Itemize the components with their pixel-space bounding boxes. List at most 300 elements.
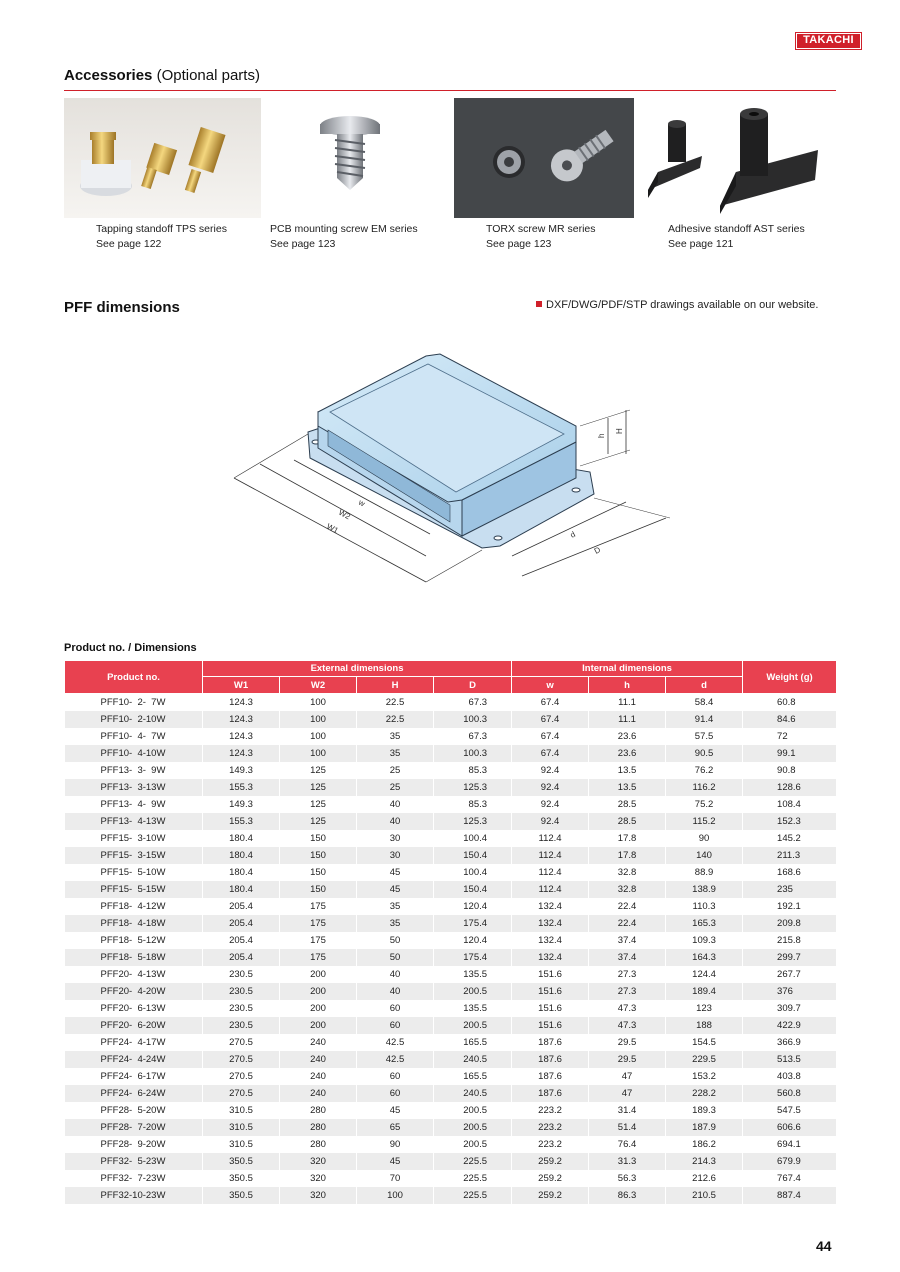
cell-D: 85.3 [434, 796, 512, 813]
cell-W1: 180.4 [203, 830, 280, 847]
cell-h: 51.4 [589, 1119, 666, 1136]
cell-H: 100 [357, 1187, 434, 1204]
cell-W1: 149.3 [203, 796, 280, 813]
cell-product-no: PFF15- 5-15W [65, 881, 203, 898]
cell-W2: 320 [280, 1153, 357, 1170]
cell-d: 124.4 [666, 966, 743, 983]
cell-weight: 422.9 [743, 1017, 837, 1034]
cell-weight: 679.9 [743, 1153, 837, 1170]
cell-W2: 150 [280, 864, 357, 881]
header-D: D [434, 677, 512, 694]
cell-D: 175.4 [434, 949, 512, 966]
table-row [65, 1102, 837, 1119]
table-row [65, 966, 837, 983]
brand-logo [795, 32, 862, 50]
cell-d: 90.5 [666, 745, 743, 762]
cell-D: 100.4 [434, 864, 512, 881]
cell-H: 45 [357, 1153, 434, 1170]
cell-w: 92.4 [512, 762, 589, 779]
cell-W1: 205.4 [203, 949, 280, 966]
cell-d: 109.3 [666, 932, 743, 949]
cell-D: 165.5 [434, 1034, 512, 1051]
header-H: H [357, 677, 434, 694]
cell-d: 186.2 [666, 1136, 743, 1153]
cell-d: 153.2 [666, 1068, 743, 1085]
cell-product-no: PFF32- 5-23W [65, 1153, 203, 1170]
cell-h: 23.6 [589, 728, 666, 745]
cell-D: 125.3 [434, 779, 512, 796]
cell-d: 140 [666, 847, 743, 864]
pff-dimensions-title: PFF dimensions [64, 299, 180, 316]
cell-D: 200.5 [434, 1136, 512, 1153]
cell-W1: 230.5 [203, 1000, 280, 1017]
cell-H: 65 [357, 1119, 434, 1136]
cell-D: 100.4 [434, 830, 512, 847]
table-row [65, 1000, 837, 1017]
cell-w: 112.4 [512, 847, 589, 864]
table-row [65, 1085, 837, 1102]
brand-logo-text: TAKACHI [797, 34, 860, 48]
header-W1: W1 [203, 677, 280, 694]
cell-h: 23.6 [589, 745, 666, 762]
cell-weight: 887.4 [743, 1187, 837, 1204]
cell-H: 70 [357, 1170, 434, 1187]
cell-d: 210.5 [666, 1187, 743, 1204]
cell-W1: 310.5 [203, 1119, 280, 1136]
accessories-title [64, 67, 260, 84]
cell-D: 150.4 [434, 881, 512, 898]
cell-d: 187.9 [666, 1119, 743, 1136]
cell-h: 17.8 [589, 847, 666, 864]
cell-w: 132.4 [512, 898, 589, 915]
cell-h: 76.4 [589, 1136, 666, 1153]
cell-W1: 180.4 [203, 847, 280, 864]
table-row [65, 711, 837, 728]
table-row [65, 864, 837, 881]
cell-D: 120.4 [434, 932, 512, 949]
cell-W2: 240 [280, 1085, 357, 1102]
cell-H: 42.5 [357, 1051, 434, 1068]
cell-H: 45 [357, 881, 434, 898]
cell-w: 92.4 [512, 796, 589, 813]
cell-W1: 270.5 [203, 1034, 280, 1051]
cell-W1: 230.5 [203, 1017, 280, 1034]
cell-W1: 205.4 [203, 898, 280, 915]
cell-w: 67.4 [512, 745, 589, 762]
cell-H: 22.5 [357, 694, 434, 711]
table-row [65, 1170, 837, 1187]
cell-h: 31.4 [589, 1102, 666, 1119]
caption-tapping-standoff [96, 222, 227, 252]
cell-product-no: PFF24- 4-24W [65, 1051, 203, 1068]
cell-h: 32.8 [589, 881, 666, 898]
cell-product-no: PFF13- 3- 9W [65, 762, 203, 779]
cell-weight: 60.8 [743, 694, 837, 711]
table-row [65, 881, 837, 898]
table-row [65, 1034, 837, 1051]
cell-weight: 694.1 [743, 1136, 837, 1153]
table-row [65, 1119, 837, 1136]
cell-weight: 152.3 [743, 813, 837, 830]
table-row [65, 949, 837, 966]
cell-W1: 155.3 [203, 813, 280, 830]
header-h: h [589, 677, 666, 694]
cell-w: 259.2 [512, 1153, 589, 1170]
caption-pcb-screw-page[interactable]: See page 123 [270, 238, 336, 250]
table-row [65, 1153, 837, 1170]
cell-W2: 320 [280, 1187, 357, 1204]
cell-H: 42.5 [357, 1034, 434, 1051]
cell-product-no: PFF10- 4- 7W [65, 728, 203, 745]
cell-W2: 240 [280, 1051, 357, 1068]
cell-W2: 125 [280, 762, 357, 779]
caption-torx-screw [486, 222, 596, 252]
cell-w: 112.4 [512, 864, 589, 881]
cell-H: 35 [357, 745, 434, 762]
cell-H: 25 [357, 762, 434, 779]
cell-weight: 215.8 [743, 932, 837, 949]
cell-W2: 175 [280, 898, 357, 915]
cell-H: 22.5 [357, 711, 434, 728]
cell-W2: 200 [280, 966, 357, 983]
cell-product-no: PFF20- 6-13W [65, 1000, 203, 1017]
header-internal-dimensions: Internal dimensions [512, 661, 743, 677]
cell-d: 58.4 [666, 694, 743, 711]
table-row [65, 847, 837, 864]
enclosure-dimension-diagram [230, 350, 670, 605]
header-product-no: Product no. [65, 661, 203, 694]
cell-h: 47.3 [589, 1000, 666, 1017]
cell-h: 28.5 [589, 813, 666, 830]
cell-w: 151.6 [512, 983, 589, 1000]
table-row [65, 813, 837, 830]
cell-h: 22.4 [589, 898, 666, 915]
cell-d: 138.9 [666, 881, 743, 898]
cell-product-no: PFF28- 9-20W [65, 1136, 203, 1153]
cell-h: 11.1 [589, 694, 666, 711]
cell-w: 67.4 [512, 694, 589, 711]
cell-d: 76.2 [666, 762, 743, 779]
cell-W1: 350.5 [203, 1170, 280, 1187]
cell-h: 47 [589, 1068, 666, 1085]
table-row [65, 830, 837, 847]
cell-w: 132.4 [512, 949, 589, 966]
label-w: w [357, 497, 367, 509]
cell-weight: 168.6 [743, 864, 837, 881]
dimensions-table-body [65, 694, 837, 1204]
cell-W2: 100 [280, 711, 357, 728]
cell-d: 154.5 [666, 1034, 743, 1051]
cell-W2: 125 [280, 779, 357, 796]
cell-W1: 124.3 [203, 711, 280, 728]
cell-W1: 180.4 [203, 864, 280, 881]
drawings-note [536, 299, 818, 311]
table-row [65, 796, 837, 813]
cell-D: 225.5 [434, 1187, 512, 1204]
table-row [65, 1136, 837, 1153]
cell-product-no: PFF15- 3-15W [65, 847, 203, 864]
cell-H: 50 [357, 932, 434, 949]
cell-product-no: PFF24- 4-17W [65, 1034, 203, 1051]
cell-W2: 200 [280, 983, 357, 1000]
table-row [65, 1187, 837, 1204]
table-row [65, 728, 837, 745]
cell-w: 92.4 [512, 813, 589, 830]
adhesive-standoff-photo [640, 98, 830, 218]
caption-adhesive-standoff-name: Adhesive standoff AST series [668, 223, 805, 235]
cell-weight: 267.7 [743, 966, 837, 983]
cell-d: 57.5 [666, 728, 743, 745]
cell-h: 37.4 [589, 932, 666, 949]
table-header-row-groups [65, 661, 837, 677]
cell-w: 259.2 [512, 1187, 589, 1204]
cell-W2: 125 [280, 796, 357, 813]
header-w: w [512, 677, 589, 694]
cell-h: 13.5 [589, 779, 666, 796]
cell-W2: 200 [280, 1000, 357, 1017]
cell-H: 60 [357, 1000, 434, 1017]
caption-tapping-standoff-name: Tapping standoff TPS series [96, 223, 227, 235]
header-external-dimensions: External dimensions [203, 661, 512, 677]
cell-product-no: PFF28- 5-20W [65, 1102, 203, 1119]
table-row [65, 932, 837, 949]
table-row [65, 1051, 837, 1068]
cell-d: 188 [666, 1017, 743, 1034]
cell-w: 187.6 [512, 1034, 589, 1051]
cell-W2: 100 [280, 728, 357, 745]
cell-w: 112.4 [512, 830, 589, 847]
table-row [65, 915, 837, 932]
cell-weight: 560.8 [743, 1085, 837, 1102]
page-number: 44 [816, 1238, 832, 1254]
cell-product-no: PFF18- 5-12W [65, 932, 203, 949]
cell-W2: 320 [280, 1170, 357, 1187]
cell-w: 187.6 [512, 1051, 589, 1068]
caption-adhesive-standoff-page[interactable]: See page 121 [668, 238, 734, 250]
caption-torx-screw-name: TORX screw MR series [486, 223, 596, 235]
label-W1: W1 [325, 521, 340, 536]
table-row [65, 779, 837, 796]
cell-w: 67.4 [512, 711, 589, 728]
cell-w: 187.6 [512, 1068, 589, 1085]
cell-d: 115.2 [666, 813, 743, 830]
cell-w: 67.4 [512, 728, 589, 745]
cell-D: 175.4 [434, 915, 512, 932]
cell-D: 240.5 [434, 1085, 512, 1102]
cell-product-no: PFF28- 7-20W [65, 1119, 203, 1136]
cell-weight: 99.1 [743, 745, 837, 762]
cell-weight: 606.6 [743, 1119, 837, 1136]
cell-D: 200.5 [434, 1017, 512, 1034]
cell-H: 60 [357, 1017, 434, 1034]
cell-d: 88.9 [666, 864, 743, 881]
table-row [65, 745, 837, 762]
cell-W2: 240 [280, 1034, 357, 1051]
cell-W2: 175 [280, 949, 357, 966]
cell-W1: 205.4 [203, 932, 280, 949]
cell-H: 25 [357, 779, 434, 796]
cell-W1: 149.3 [203, 762, 280, 779]
accessories-title-bold: Accessories [64, 67, 153, 84]
cell-H: 50 [357, 949, 434, 966]
cell-W1: 230.5 [203, 966, 280, 983]
cell-w: 151.6 [512, 1000, 589, 1017]
cell-d: 90 [666, 830, 743, 847]
cell-D: 225.5 [434, 1153, 512, 1170]
cell-W1: 270.5 [203, 1051, 280, 1068]
cell-product-no: PFF20- 6-20W [65, 1017, 203, 1034]
cell-W1: 124.3 [203, 745, 280, 762]
caption-pcb-screw-name: PCB mounting screw EM series [270, 223, 418, 235]
header-d: d [666, 677, 743, 694]
cell-H: 35 [357, 898, 434, 915]
cell-weight: 376 [743, 983, 837, 1000]
header-weight: Weight (g) [743, 661, 837, 694]
cell-W2: 280 [280, 1102, 357, 1119]
cell-h: 56.3 [589, 1170, 666, 1187]
label-H: H [615, 428, 624, 434]
cell-H: 30 [357, 830, 434, 847]
cell-weight: 108.4 [743, 796, 837, 813]
cell-h: 11.1 [589, 711, 666, 728]
cell-weight: 128.6 [743, 779, 837, 796]
table-row [65, 694, 837, 711]
cell-d: 229.5 [666, 1051, 743, 1068]
cell-weight: 145.2 [743, 830, 837, 847]
cell-weight: 235 [743, 881, 837, 898]
cell-product-no: PFF13- 4-13W [65, 813, 203, 830]
cell-product-no: PFF32- 7-23W [65, 1170, 203, 1187]
cell-weight: 90.8 [743, 762, 837, 779]
cell-W1: 310.5 [203, 1102, 280, 1119]
cell-product-no: PFF13- 4- 9W [65, 796, 203, 813]
cell-H: 40 [357, 983, 434, 1000]
cell-d: 91.4 [666, 711, 743, 728]
cell-product-no: PFF18- 4-18W [65, 915, 203, 932]
cell-weight: 366.9 [743, 1034, 837, 1051]
cell-W2: 200 [280, 1017, 357, 1034]
cell-W2: 150 [280, 830, 357, 847]
table-row [65, 1017, 837, 1034]
caption-pcb-screw [270, 222, 418, 252]
cell-W1: 270.5 [203, 1085, 280, 1102]
tapping-standoff-photo [64, 98, 261, 218]
cell-D: 240.5 [434, 1051, 512, 1068]
label-d: d [568, 529, 577, 540]
header-W2: W2 [280, 677, 357, 694]
cell-D: 67.3 [434, 728, 512, 745]
cell-d: 189.4 [666, 983, 743, 1000]
cell-W1: 124.3 [203, 694, 280, 711]
cell-W1: 270.5 [203, 1068, 280, 1085]
cell-weight: 299.7 [743, 949, 837, 966]
cell-product-no: PFF15- 3-10W [65, 830, 203, 847]
cell-d: 123 [666, 1000, 743, 1017]
cell-D: 150.4 [434, 847, 512, 864]
cell-weight: 192.1 [743, 898, 837, 915]
cell-W1: 180.4 [203, 881, 280, 898]
cell-weight: 403.8 [743, 1068, 837, 1085]
cell-product-no: PFF10- 4-10W [65, 745, 203, 762]
table-row [65, 1068, 837, 1085]
cell-weight: 209.8 [743, 915, 837, 932]
cell-h: 17.8 [589, 830, 666, 847]
cell-D: 135.5 [434, 966, 512, 983]
table-row [65, 898, 837, 915]
cell-W2: 175 [280, 915, 357, 932]
table-row [65, 762, 837, 779]
cell-h: 29.5 [589, 1034, 666, 1051]
cell-d: 189.3 [666, 1102, 743, 1119]
cell-product-no: PFF32-10-23W [65, 1187, 203, 1204]
dimensions-table [64, 660, 837, 1204]
cell-d: 110.3 [666, 898, 743, 915]
cell-W2: 175 [280, 932, 357, 949]
cell-h: 29.5 [589, 1051, 666, 1068]
cell-W1: 124.3 [203, 728, 280, 745]
caption-tapping-standoff-page[interactable]: See page 122 [96, 238, 162, 250]
torx-screw-photo [454, 98, 634, 218]
cell-weight: 72 [743, 728, 837, 745]
cell-H: 90 [357, 1136, 434, 1153]
label-D: D [592, 545, 603, 556]
dimensions-table-title: Product no. / Dimensions [64, 642, 197, 654]
cell-H: 60 [357, 1068, 434, 1085]
cell-W2: 280 [280, 1119, 357, 1136]
cell-D: 125.3 [434, 813, 512, 830]
cell-product-no: PFF10- 2-10W [65, 711, 203, 728]
cell-D: 100.3 [434, 745, 512, 762]
pcb-screw-photo [300, 98, 400, 218]
table-row [65, 983, 837, 1000]
cell-weight: 84.6 [743, 711, 837, 728]
cell-D: 200.5 [434, 1119, 512, 1136]
cell-W2: 125 [280, 813, 357, 830]
cell-D: 165.5 [434, 1068, 512, 1085]
cell-w: 112.4 [512, 881, 589, 898]
cell-D: 225.5 [434, 1170, 512, 1187]
cell-product-no: PFF18- 5-18W [65, 949, 203, 966]
cell-W1: 230.5 [203, 983, 280, 1000]
cell-H: 35 [357, 728, 434, 745]
cell-product-no: PFF13- 3-13W [65, 779, 203, 796]
cell-H: 60 [357, 1085, 434, 1102]
cell-h: 27.3 [589, 966, 666, 983]
drawings-note-text[interactable]: DXF/DWG/PDF/STP drawings available on our website. [546, 299, 819, 311]
cell-h: 22.4 [589, 915, 666, 932]
cell-D: 200.5 [434, 1102, 512, 1119]
cell-W2: 100 [280, 694, 357, 711]
cell-product-no: PFF18- 4-12W [65, 898, 203, 915]
cell-w: 223.2 [512, 1119, 589, 1136]
cell-D: 200.5 [434, 983, 512, 1000]
cell-W2: 150 [280, 881, 357, 898]
caption-torx-screw-page[interactable]: See page 123 [486, 238, 552, 250]
cell-W2: 240 [280, 1068, 357, 1085]
cell-h: 32.8 [589, 864, 666, 881]
cell-W2: 150 [280, 847, 357, 864]
cell-W2: 100 [280, 745, 357, 762]
cell-D: 100.3 [434, 711, 512, 728]
cell-W2: 280 [280, 1136, 357, 1153]
cell-h: 31.3 [589, 1153, 666, 1170]
cell-H: 45 [357, 1102, 434, 1119]
cell-H: 40 [357, 966, 434, 983]
cell-d: 212.6 [666, 1170, 743, 1187]
cell-h: 28.5 [589, 796, 666, 813]
cell-product-no: PFF20- 4-13W [65, 966, 203, 983]
cell-weight: 513.5 [743, 1051, 837, 1068]
